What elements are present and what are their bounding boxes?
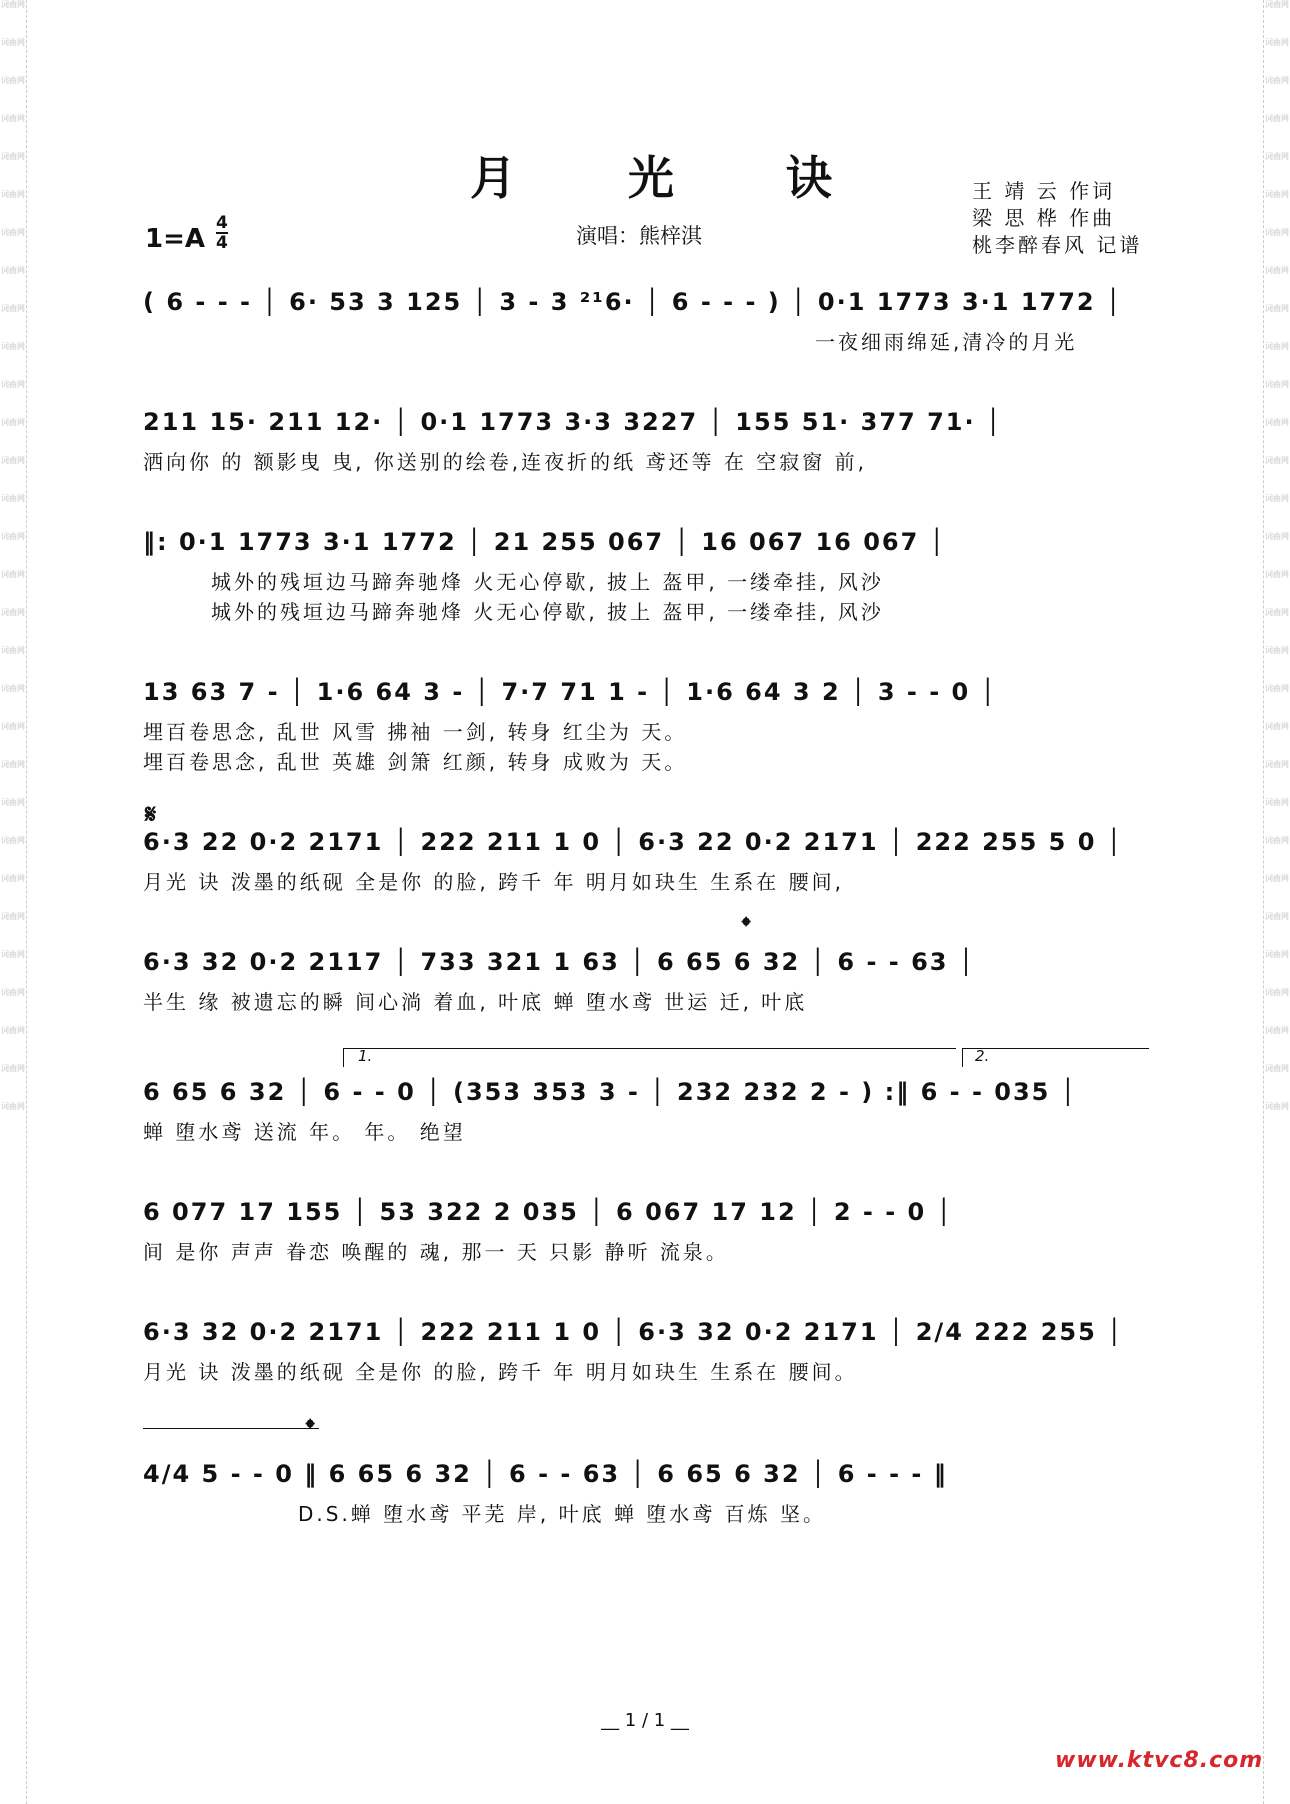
- notation-line: 6·3 32 0·2 2171 │ 222 211 1 0 │ 6·3 32 0·2 2171 │ 2/4 222 255 │: [143, 1318, 1124, 1346]
- volta-first-bracket: [343, 1048, 956, 1067]
- notation-line: 211 15· 211 12· │ 0·1 1773 3·3 3227 │ 155 51· 377 71· │: [143, 408, 1003, 436]
- singer-credit: 演唱：熊梓淇: [576, 224, 702, 248]
- volta-second-bracket: [962, 1048, 1149, 1067]
- notation-line: 6 65 6 32 │ 6 - - 0 │ (353 353 3 - │ 232 232 2 - ) :‖ 6 - - 035 │: [143, 1078, 1078, 1106]
- lyric-line-1: 月光 诀 泼墨的纸砚 全是你 的脸, 跨千 年 明月如玦生 生系在 腰间,: [143, 870, 844, 894]
- coda-mark: 𝄌: [742, 912, 751, 940]
- lyric-line-1: 一夜细雨绵延,清冷的月光: [815, 330, 1078, 354]
- lyric-line-1: 蝉 堕水鸢 送流 年。 年。 绝望: [143, 1120, 466, 1144]
- tie-line: [143, 1428, 319, 1429]
- page-title: 月 光 诀: [470, 151, 881, 205]
- time-signature-top: 4: [216, 213, 228, 233]
- notation-line: 13 63 7 - │ 1·6 64 3 - │ 7·7 71 1 - │ 1·6 64 3 2 │ 3 - - 0 │: [143, 678, 998, 706]
- lyric-line-1: 埋百卷思念, 乱世 风雪 拂袖 一剑, 转身 红尘为 天。: [143, 720, 688, 744]
- notation-line: 6 077 17 155 │ 53 322 2 035 │ 6 067 17 12 │ 2 - - 0 │: [143, 1198, 954, 1226]
- lyric-line-1: 月光 诀 泼墨的纸砚 全是你 的脸, 跨千 年 明月如玦生 生系在 腰间。: [143, 1360, 858, 1384]
- credits: [972, 178, 1142, 259]
- time-signature: [216, 214, 228, 252]
- coda-mark-2: 𝄌: [306, 1414, 315, 1442]
- lyricist-credit: 王 靖 云 作词: [972, 179, 1116, 203]
- lyric-line-1: 洒向你 的 额影曳 曳, 你送别的绘卷,连夜折的纸 鸢还等 在 空寂窗 前,: [143, 450, 867, 474]
- lyric-line-1: D.S.蝉 堕水鸢 平芜 岸, 叶底 蝉 堕水鸢 百炼 坚。: [298, 1502, 827, 1526]
- notation-line: ‖: 0·1 1773 3·1 1772 │ 21 255 067 │ 16 067 16 067 │: [143, 528, 947, 556]
- lyric-line-1: 城外的残垣边马蹄奔驰烽 火无心停歇, 披上 盔甲, 一缕牵挂, 风沙: [211, 570, 884, 594]
- page-number: __ 1 / 1 __: [601, 1710, 689, 1731]
- notation-line: 4/4 5 - - 0 ‖ 6 65 6 32 │ 6 - - 63 │ 6 65 6 32 │ 6 - - - ‖: [143, 1460, 948, 1488]
- notation-line: 6·3 32 0·2 2117 │ 733 321 1 63 │ 6 65 6 32 │ 6 - - 63 │: [143, 948, 976, 976]
- notation-line: 6·3 22 0·2 2171 │ 222 211 1 0 │ 6·3 22 0·2 2171 │ 222 255 5 0 │: [143, 828, 1124, 856]
- transcriber-credit: 桃李醉春风 记谱: [972, 233, 1143, 257]
- time-signature-bottom: 4: [216, 233, 228, 253]
- side-watermark-left: 词曲网 词曲网 词曲网 词曲网 词曲网 词曲网 词曲网 词曲网 词曲网 词曲网 词曲网 词曲网 词曲网 词曲网 词曲网 词曲网 词曲网 词曲网 词曲网 词曲网 词曲网 词曲网 词曲网 词曲网 词曲网 词曲网 词曲网 词曲网 词曲网 词曲网: [1, 0, 25, 1111]
- volta-second-label: 2.: [975, 1047, 990, 1065]
- composer-credit: 梁 思 桦 作曲: [972, 206, 1116, 230]
- key-signature: 1=A: [145, 224, 205, 254]
- cut-line-left: [26, 0, 27, 1804]
- cut-line-right: [1263, 0, 1264, 1804]
- notation-line: ( 6 - - - │ 6· 53 3 125 │ 3 - 3 ²¹6· │ 6 - - - ) │ 0·1 1773 3·1 1772 │: [143, 288, 1123, 316]
- lyric-line-1: 半生 缘 被遗忘的瞬 间心淌 着血, 叶底 蝉 堕水鸢 世运 迁, 叶底: [143, 990, 808, 1014]
- segno-mark: 𝄋: [145, 800, 157, 830]
- lyric-line-1: 间 是你 声声 眷恋 唤醒的 魂, 那一 天 只影 静听 流泉。: [143, 1240, 729, 1264]
- lyric-line-2: 城外的残垣边马蹄奔驰烽 火无心停歇, 披上 盔甲, 一缕牵挂, 风沙: [211, 600, 884, 624]
- volta-first-label: 1.: [358, 1047, 373, 1065]
- side-watermark-right: 词曲网 词曲网 词曲网 词曲网 词曲网 词曲网 词曲网 词曲网 词曲网 词曲网 词曲网 词曲网 词曲网 词曲网 词曲网 词曲网 词曲网 词曲网 词曲网 词曲网 词曲网 词曲网 词曲网 词曲网 词曲网 词曲网 词曲网 词曲网 词曲网 词曲网: [1265, 0, 1289, 1111]
- lyric-line-2: 埋百卷思念, 乱世 英雄 剑箫 红颜, 转身 成败为 天。: [143, 750, 688, 774]
- site-watermark: www.ktvc8.com: [1055, 1748, 1264, 1773]
